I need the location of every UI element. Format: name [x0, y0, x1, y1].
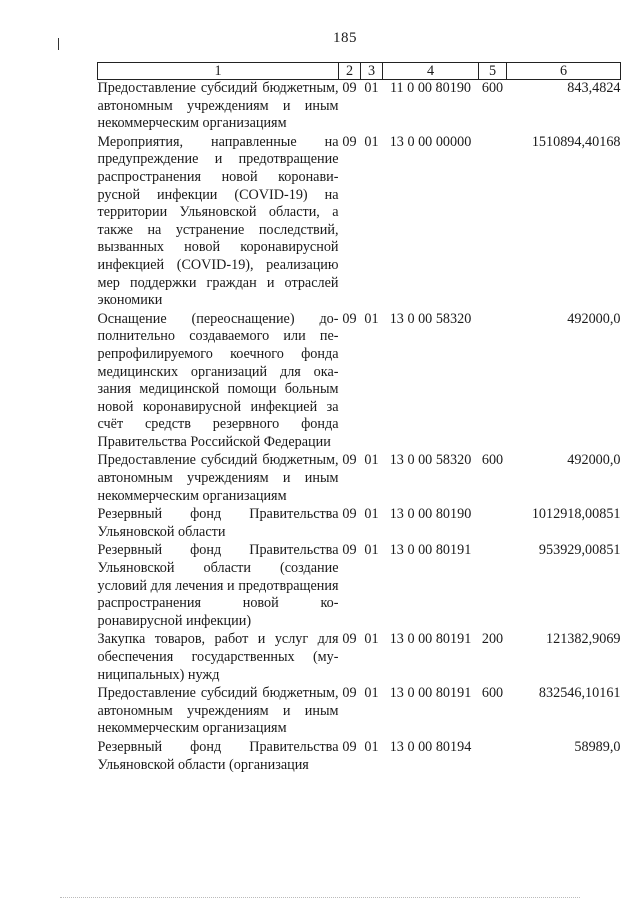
row-name: Предоставление субсидий бюджетным, автономным учреждениям и иным некоммерческим организациям — [97, 685, 339, 737]
table-header-row — [98, 63, 621, 80]
row-section: 09 — [342, 506, 357, 523]
scan-edge-line — [60, 897, 580, 899]
row-expense-type — [479, 506, 507, 542]
row-section: 09 — [342, 133, 357, 150]
row-amount: 492000,0 — [567, 452, 621, 469]
row-subsection: 01 — [364, 685, 379, 702]
header-col-2: 2 — [339, 63, 361, 80]
row-amount: 843,4824 — [567, 80, 621, 96]
row-subsection: 01 — [364, 133, 379, 150]
row-subsection: 01 — [364, 80, 379, 96]
row-target-code: 13 0 00 80191 — [389, 631, 472, 648]
row-name: Закупка товаров, работ и услуг для обеспечения государственных (муниципальных) нужд — [97, 631, 339, 683]
row-amount: 58989,0 — [574, 738, 621, 755]
table-row — [98, 134, 621, 311]
row-name: Предоставление субсидий бюджетным, автономным учреждениям и иным некоммерческим организациям — [97, 80, 339, 132]
row-amount: 953929,00851 — [538, 542, 621, 559]
table-row — [98, 631, 621, 685]
row-amount: 492000,0 — [567, 310, 621, 327]
table-row — [98, 452, 621, 506]
row-subsection: 01 — [364, 542, 379, 559]
scan-margin-mark — [58, 38, 59, 50]
row-subsection: 01 — [364, 310, 379, 327]
header-col-6: 6 — [507, 63, 621, 80]
row-section: 09 — [342, 685, 357, 702]
row-expense-type — [479, 134, 507, 311]
row-target-code: 13 0 00 80194 — [389, 738, 472, 755]
row-section: 09 — [342, 452, 357, 469]
row-target-code: 13 0 00 80191 — [389, 685, 472, 702]
row-expense-type — [479, 739, 507, 775]
row-amount: 121382,9069 — [546, 631, 621, 648]
row-section: 09 — [342, 80, 357, 96]
row-target-code: 13 0 00 80191 — [389, 542, 472, 559]
table-row — [98, 80, 621, 134]
table-row — [98, 506, 621, 542]
page-number: 185 — [333, 30, 357, 46]
table-row — [98, 685, 621, 739]
header-col-3: 3 — [361, 63, 383, 80]
budget-table — [97, 62, 621, 775]
table-row — [98, 311, 621, 453]
row-amount: 832546,10161 — [538, 685, 621, 702]
row-expense-type — [479, 311, 507, 453]
row-target-code: 13 0 00 80190 — [389, 506, 472, 523]
row-target-code: 13 0 00 00000 — [389, 133, 472, 150]
row-name: Предоставление субсидий бюджетным, автономным учреждениям и иным некоммерческим организациям — [97, 452, 339, 504]
row-section: 09 — [342, 631, 357, 648]
row-expense-type: 600 — [481, 685, 504, 702]
row-name: Мероприятия, направленные на предупреждение и предотвращение распространения новой коронавирусной инфекции (COVID-19) на территории Ульяновской области, а также на устранение последствий, вызванных новой коронавирусной инфекцией (COVID-19), реализацию мер поддержки граждан и отраслей экономики — [97, 133, 339, 309]
row-subsection: 01 — [364, 506, 379, 523]
row-name: Резервный фонд Правительства Ульяновской области (организация — [97, 738, 339, 773]
row-name: Резервный фонд Правительства Ульяновской области — [97, 506, 339, 540]
row-expense-type: 600 — [481, 80, 504, 96]
row-target-code: 13 0 00 58320 — [389, 452, 472, 469]
row-name: Резервный фонд Правительства Ульяновской области (создание условий для лечения и предотвращения распространения новой коронавирусной инфекции) — [97, 542, 339, 629]
row-expense-type — [479, 542, 507, 631]
row-target-code: 13 0 00 58320 — [389, 310, 472, 327]
row-section: 09 — [342, 310, 357, 327]
row-section: 09 — [342, 738, 357, 755]
row-name: Оснащение (переоснащение) дополнительно создаваемого или перепрофилируемого коечного фонда медицинских организаций для оказания медицинской помощи больным новой коронавирусной инфекцией за счёт средств резервного фонда Правительства Российской Федерации — [97, 310, 339, 450]
row-section: 09 — [342, 542, 357, 559]
header-col-5: 5 — [479, 63, 507, 80]
row-target-code: 11 0 00 80190 — [389, 80, 472, 96]
row-subsection: 01 — [364, 738, 379, 755]
row-amount: 1510894,40168 — [531, 133, 621, 150]
row-subsection: 01 — [364, 631, 379, 648]
row-expense-type: 200 — [481, 631, 504, 648]
row-amount: 1012918,00851 — [531, 506, 621, 523]
header-col-4: 4 — [383, 63, 479, 80]
header-col-1: 1 — [98, 63, 339, 80]
table-row — [98, 739, 621, 775]
row-subsection: 01 — [364, 452, 379, 469]
row-expense-type: 600 — [481, 452, 504, 469]
table-row — [98, 542, 621, 631]
